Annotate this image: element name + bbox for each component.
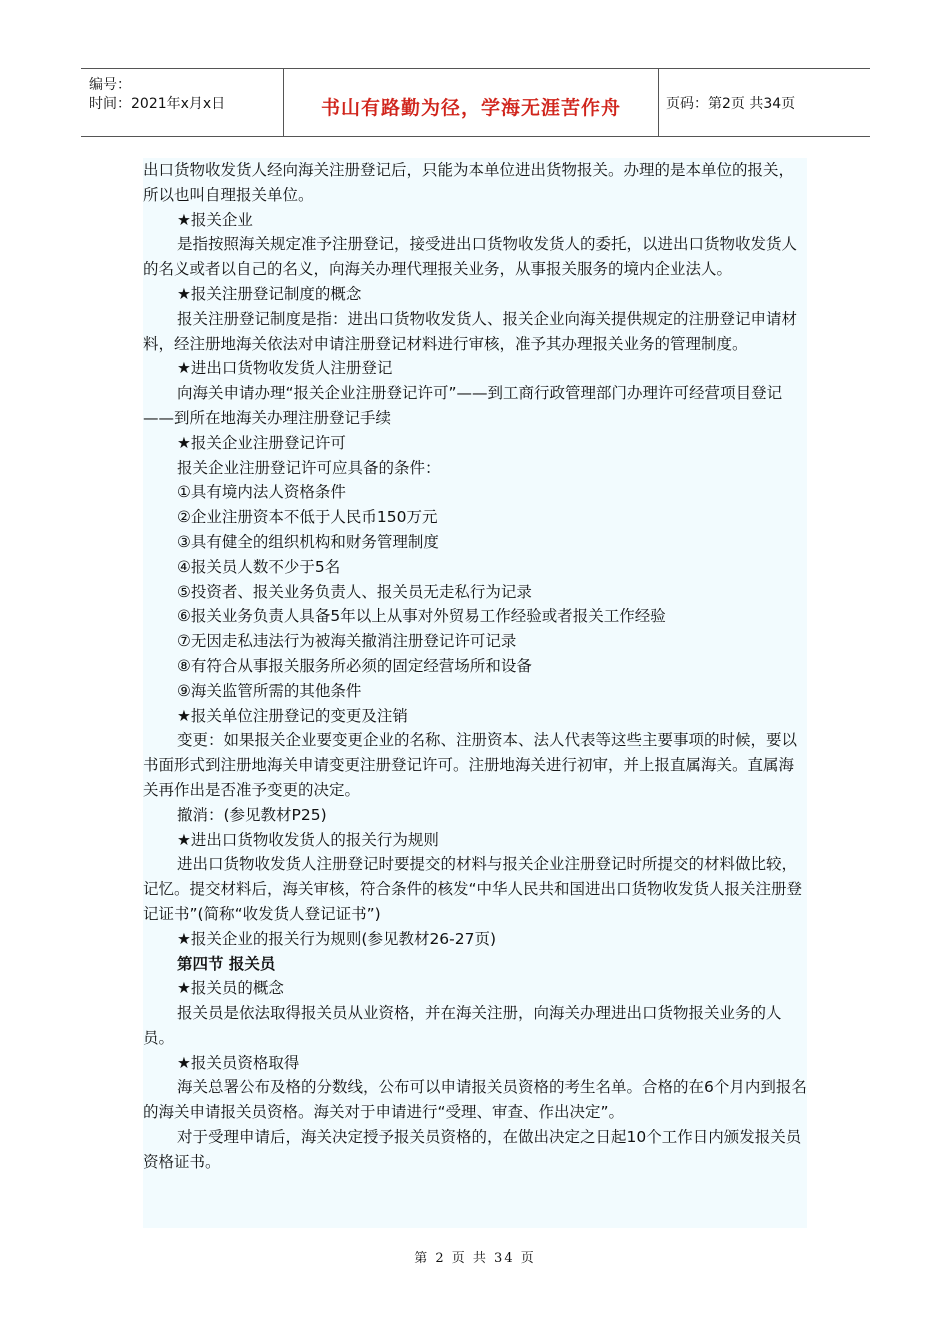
chapter-heading: 第四节 报关员 bbox=[177, 954, 276, 973]
header-motto-cell bbox=[283, 69, 659, 136]
page-footer: 第 2 页 共 34 页 bbox=[414, 1251, 536, 1266]
list-item: ⑥报关业务负责人具备5年以上从事对外贸易工作经验或者报关工作经验 bbox=[177, 607, 666, 626]
list-item: ③具有健全的组织机构和财务管理制度 bbox=[177, 532, 439, 551]
body-paragraph: 出口货物收发货人经向海关注册登记后，只能为本单位进出货物报关。办理的是本单位的报关，所以也叫自理报关单位。 bbox=[143, 161, 795, 204]
body-paragraph: 报关注册登记制度是指：进出口货物收发货人、报关企业向海关提供规定的注册登记申请材料，经注册地海关依法对申请注册登记材料进行审核，准予其办理报关业务的管理制度。 bbox=[143, 309, 798, 353]
list-item: ④报关员人数不少于5名 bbox=[177, 557, 341, 576]
section-heading: ★报关企业的报关行为规则(参见教材26-27页) bbox=[177, 929, 497, 948]
time-label: 时间：2021年x月x日 bbox=[89, 96, 226, 112]
list-item: ⑨海关监管所需的其他条件 bbox=[177, 681, 362, 700]
motto-text: 书山有路勤为径，学海无涯苦作舟 bbox=[320, 97, 621, 119]
list-item: ⑧有符合从事报关服务所必须的固定经营场所和设备 bbox=[177, 656, 532, 675]
section-heading: ★进出口货物收发货人注册登记 bbox=[177, 359, 393, 378]
document-body bbox=[143, 158, 807, 1228]
section-heading: ★报关单位注册登记的变更及注销 bbox=[177, 706, 408, 725]
section-heading: ★报关员的概念 bbox=[177, 979, 284, 998]
body-paragraph: 是指按照海关规定准予注册登记，接受进出口货物收发货人的委托，以进出口货物收发货人的名义或者以自己的名义，向海关办理代理报关业务，从事报关服务的境内企业法人。 bbox=[143, 235, 798, 279]
body-paragraph: 向海关申请办理“报关企业注册登记许可”——到工商行政管理部门办理许可经营项目登记——到所在地海关办理注册登记手续 bbox=[143, 384, 783, 427]
body-paragraph: 报关企业注册登记许可应具备的条件： bbox=[177, 458, 441, 477]
body-paragraph: 撤消：(参见教材P25) bbox=[177, 805, 327, 824]
header-meta bbox=[81, 69, 282, 136]
body-paragraph: 报关员是依法取得报关员从业资格，并在海关注册，向海关办理进出口货物报关业务的人员。 bbox=[143, 1004, 782, 1047]
section-heading: ★报关员资格取得 bbox=[177, 1053, 300, 1072]
body-paragraph: 变更：如果报关企业要变更企业的名称、注册资本、法人代表等这些主要事项的时候，要以书面形式到注册地海关申请变更注册登记许可。注册地海关进行初审，并上报直属海关。直属海关再作出是否准予变更的决定。 bbox=[143, 731, 798, 799]
page-info: 页码：第2页 共34页 bbox=[666, 96, 796, 112]
section-heading: ★报关注册登记制度的概念 bbox=[177, 284, 362, 303]
list-item: ①具有境内法人资格条件 bbox=[177, 483, 346, 502]
section-heading: ★报关企业注册登记许可 bbox=[177, 433, 346, 452]
list-item: ②企业注册资本不低于人民币150万元 bbox=[177, 508, 438, 527]
list-item: ⑤投资者、报关业务负责人、报关员无走私行为记录 bbox=[177, 582, 532, 601]
section-heading: ★报关企业 bbox=[177, 210, 253, 229]
number-label: 编号： bbox=[89, 77, 131, 93]
page-header bbox=[81, 68, 870, 137]
body-paragraph: 对于受理申请后，海关决定授予报关员资格的，在做出决定之日起10个工作日内颁发报关员资格证书。 bbox=[143, 1128, 802, 1171]
header-page-cell bbox=[658, 69, 870, 136]
body-paragraph: 进出口货物收发货人注册登记时要提交的材料与报关企业注册登记时所提交的材料做比较，记忆。提交材料后，海关审核，符合条件的核发“中华人民共和国进出口货物收发货人报关注册登记证书”(简称“收发货人登记证书”) bbox=[143, 855, 803, 923]
body-paragraph: 海关总署公布及格的分数线，公布可以申请报关员资格的考生名单。合格的在6个月内到报名的海关申请报关员资格。海关对于申请进行“受理、审查、作出决定”。 bbox=[143, 1078, 807, 1122]
list-item: ⑦无因走私违法行为被海关撤消注册登记许可记录 bbox=[177, 632, 517, 651]
section-heading: ★进出口货物收发货人的报关行为规则 bbox=[177, 830, 439, 849]
